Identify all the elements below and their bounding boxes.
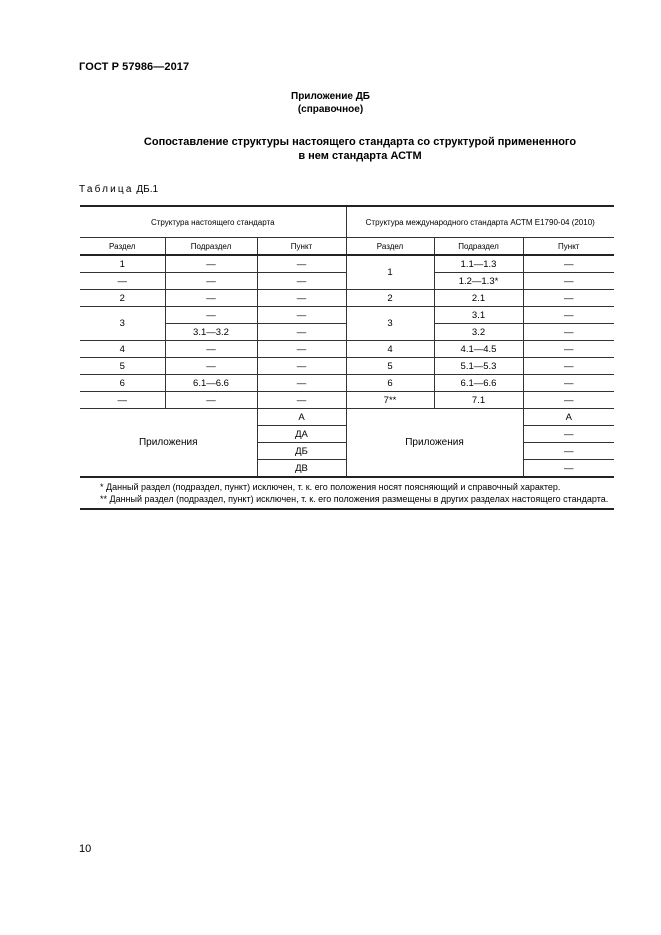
col-header-section-left: Раздел	[80, 238, 165, 256]
cell-left-subsection: —	[165, 392, 257, 409]
col-header-item-right: Пункт	[523, 238, 614, 256]
cell-right-item: —	[523, 375, 614, 392]
cell-left-item: —	[257, 307, 346, 324]
table-caption	[79, 184, 158, 195]
appendices-label-right: Приложения	[346, 409, 523, 478]
cell-right-subsection: 3.2	[434, 324, 523, 341]
table-footnotes-row	[80, 477, 614, 509]
cell-right-section: 2	[346, 290, 434, 307]
cell-left-section: 4	[80, 341, 165, 358]
cell-left-section: 5	[80, 358, 165, 375]
table-column-header-row	[80, 238, 614, 256]
cell-left-subsection: —	[165, 273, 257, 290]
cell-right-section: 4	[346, 341, 434, 358]
cell-right-item: —	[523, 273, 614, 290]
cell-right-section: 6	[346, 375, 434, 392]
cell-left-item: —	[257, 375, 346, 392]
appendix-right: —	[523, 460, 614, 478]
cell-left-subsection: —	[165, 255, 257, 273]
col-header-section-right: Раздел	[346, 238, 434, 256]
appendix-row	[80, 409, 614, 426]
cell-right-item: —	[523, 290, 614, 307]
cell-left-item: —	[257, 358, 346, 375]
cell-right-item: —	[523, 324, 614, 341]
appendices-label-left: Приложения	[80, 409, 257, 478]
cell-right-subsection: 7.1	[434, 392, 523, 409]
table-group-header-row	[80, 206, 614, 238]
page-title	[90, 135, 630, 163]
table-row	[80, 290, 614, 307]
table-row	[80, 358, 614, 375]
cell-right-subsection: 1.1—1.3	[434, 255, 523, 273]
cell-left-item: —	[257, 392, 346, 409]
cell-left-subsection: —	[165, 358, 257, 375]
cell-right-item: —	[523, 392, 614, 409]
cell-right-subsection: 4.1—4.5	[434, 341, 523, 358]
cell-right-item: —	[523, 341, 614, 358]
page-title-line-1: Сопоставление структуры настоящего стандарта со структурой примененного	[143, 136, 577, 148]
cell-left-item: —	[257, 341, 346, 358]
group-header-astm-standard: Структура международного стандарта АСТМ Е1790-04 (2010)	[346, 206, 614, 238]
col-header-subsection-right: Подраздел	[434, 238, 523, 256]
table-row	[80, 255, 614, 273]
cell-left-subsection: —	[165, 341, 257, 358]
cell-left-section: 1	[80, 255, 165, 273]
cell-right-item: —	[523, 307, 614, 324]
cell-left-item: —	[257, 324, 346, 341]
annex-type: (справочное)	[297, 104, 364, 115]
table-caption-label: Таблица	[79, 184, 134, 195]
cell-left-item: —	[257, 255, 346, 273]
document-code: ГОСТ Р 57986—2017	[79, 61, 190, 73]
cell-left-item: —	[257, 273, 346, 290]
cell-right-subsection: 5.1—5.3	[434, 358, 523, 375]
cell-right-section: 3	[346, 307, 434, 341]
annex-heading	[0, 90, 661, 116]
cell-left-section: —	[80, 392, 165, 409]
appendix-left: ДА	[257, 426, 346, 443]
page-title-line-2: в нем стандарта АСТМ	[298, 150, 422, 162]
cell-right-subsection: 1.2—1.3*	[434, 273, 523, 290]
annex-title: Приложение ДБ	[291, 91, 370, 102]
cell-left-subsection: 6.1—6.6	[165, 375, 257, 392]
group-header-current-standard: Структура настоящего стандарта	[80, 206, 346, 238]
cell-right-subsection: 3.1	[434, 307, 523, 324]
table-caption-number: ДБ.1	[136, 184, 159, 195]
table-footnotes	[80, 477, 614, 509]
cell-right-section: 7**	[346, 392, 434, 409]
appendix-left: ДБ	[257, 443, 346, 460]
table-row	[80, 307, 614, 324]
cell-left-section: 2	[80, 290, 165, 307]
col-header-subsection-left: Подраздел	[165, 238, 257, 256]
comparison-table	[80, 205, 614, 510]
cell-left-section: —	[80, 273, 165, 290]
appendix-left: ДВ	[257, 460, 346, 478]
cell-right-item: —	[523, 358, 614, 375]
footnote-1: * Данный раздел (подраздел, пункт) исключен, т. к. его положения носят поясняющий и справочный характер.	[100, 482, 561, 492]
appendix-left: А	[257, 409, 346, 426]
col-header-item-left: Пункт	[257, 238, 346, 256]
table-row	[80, 375, 614, 392]
page-number: 10	[79, 843, 92, 855]
cell-left-subsection: 3.1—3.2	[165, 324, 257, 341]
cell-left-section: 6	[80, 375, 165, 392]
cell-left-item: —	[257, 290, 346, 307]
cell-left-subsection: —	[165, 307, 257, 324]
cell-right-subsection: 2.1	[434, 290, 523, 307]
cell-left-section: 3	[80, 307, 165, 341]
table-row	[80, 392, 614, 409]
cell-right-item: —	[523, 255, 614, 273]
cell-right-subsection: 6.1—6.6	[434, 375, 523, 392]
cell-right-section: 1	[346, 255, 434, 290]
footnote-2: ** Данный раздел (подраздел, пункт) исключен, т. к. его положения размещены в других разделах настоящего стандарта.	[100, 494, 609, 504]
cell-left-subsection: —	[165, 290, 257, 307]
appendix-right: А	[523, 409, 614, 426]
appendix-right: —	[523, 443, 614, 460]
cell-right-section: 5	[346, 358, 434, 375]
appendix-right: —	[523, 426, 614, 443]
table-row	[80, 341, 614, 358]
